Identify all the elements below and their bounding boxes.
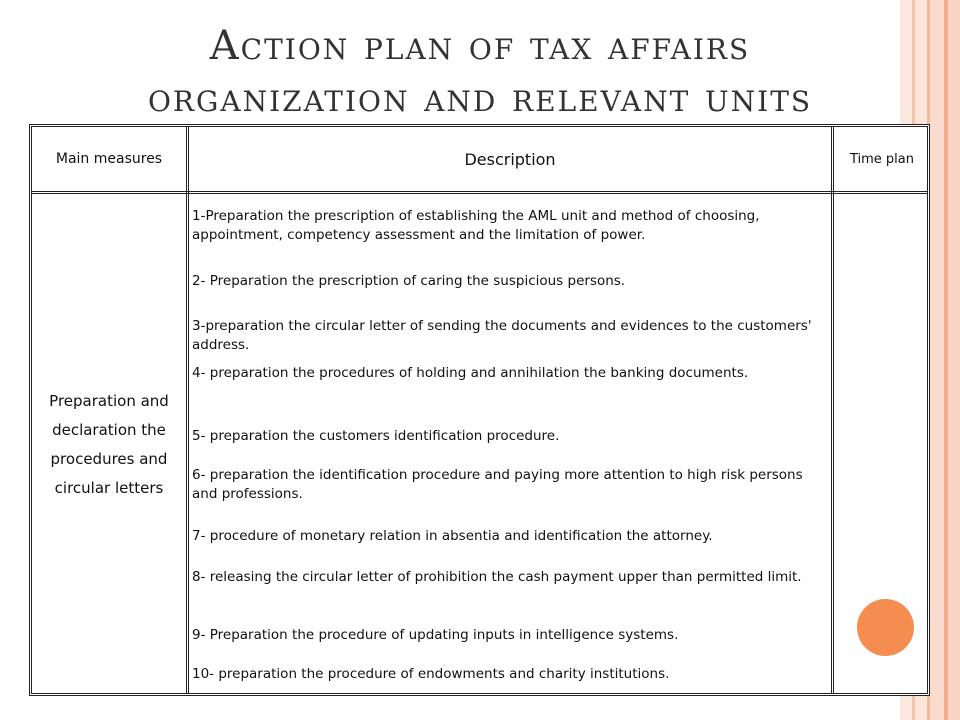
decorative-circle (857, 599, 914, 656)
description-item-2: 2- Preparation the prescription of caring the suspicious persons. (192, 273, 626, 289)
header-description: Description (464, 149, 556, 169)
description-item-1: 1-Preparation the prescription of establishing the AML unit and method of choosing, appointment, competency assessment and the limitation of power. (192, 208, 760, 243)
description-item-9: 9- Preparation the procedure of updating inputs in intelligence systems. (192, 627, 679, 643)
description-item-4: 4- preparation the procedures of holding and annihilation the banking documents. (192, 365, 749, 381)
action-plan-table (29, 124, 930, 696)
header-time-plan: Time plan (849, 151, 915, 167)
description-item-6: 6- preparation the identification procedure and paying more attention to high risk persons and professions. (192, 467, 803, 502)
header-divider (32, 191, 927, 194)
column-divider (186, 127, 189, 693)
description-item-8: 8- releasing the circular letter of prohibition the cash payment upper than permitted limit. (192, 569, 802, 585)
description-item-7: 7- procedure of monetary relation in absentia and identification the attorney. (192, 528, 713, 544)
description-item-10: 10- preparation the procedure of endowments and charity institutions. (192, 666, 670, 682)
header-main-measures: Main measures (55, 151, 163, 167)
description-item-3: 3-preparation the circular letter of sending the documents and evidences to the customers' address. (192, 318, 812, 353)
title-line-1: Action plan of tax affairs (209, 23, 751, 69)
title-line-2: organization and relevant units (147, 75, 813, 121)
description-item-5: 5- preparation the customers identification procedure. (192, 428, 560, 444)
slide-title (0, 20, 960, 124)
measure-cell: Preparation and declaration the procedures and circular letters (49, 392, 169, 497)
column-divider (831, 127, 834, 693)
